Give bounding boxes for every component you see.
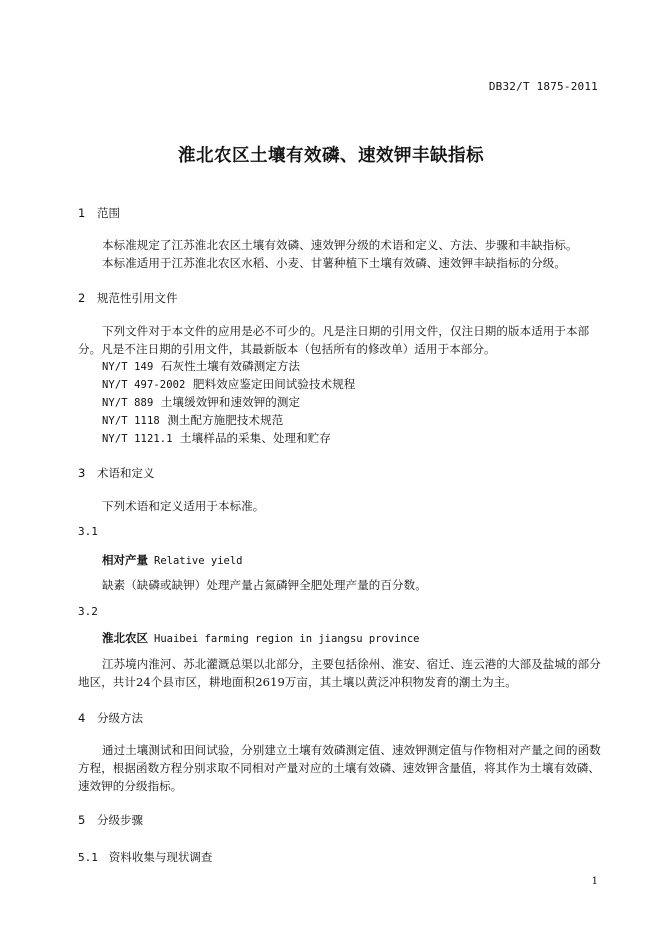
page-number: 1: [591, 876, 598, 887]
section-1-heading: [78, 205, 120, 221]
reference-name: 肥料效应鉴定田间试验技术规程: [193, 377, 356, 391]
section-title: 范围: [97, 206, 120, 220]
section-title: 术语和定义: [97, 466, 155, 480]
section-title: 规范性引用文件: [97, 291, 178, 305]
section-1-paragraph-1: 本标准规定了江苏淮北农区土壤有效磷、速效钾分级的术语和定义、方法、步骤和丰缺指标。: [102, 238, 578, 252]
subsection-title: 资料收集与现状调查: [108, 850, 213, 864]
section-number: 3: [78, 466, 86, 480]
section-title: 分级步骤: [97, 813, 143, 827]
term-definition: 缺素（缺磷或缺钾）处理产量占氮磷钾全肥处理产量的百分数。: [102, 578, 427, 592]
subsection-5-1-heading: [78, 849, 212, 865]
section-2-heading: [78, 290, 178, 306]
reference-name: 测土配方施肥技术规范: [167, 413, 284, 427]
section-number: 4: [78, 711, 86, 725]
reference-code: NY/T 149: [102, 361, 154, 373]
section-5-heading: [78, 812, 143, 828]
term-name-en: Huaibei farming region in jiangsu province: [154, 633, 420, 645]
reference-item: [102, 394, 300, 410]
section-title: 分级方法: [97, 711, 143, 725]
reference-item: [102, 412, 283, 428]
clause-number: 3.1: [78, 525, 98, 538]
section-3-intro: 下列术语和定义适用于本标准。: [102, 499, 265, 513]
section-4-paragraph: 通过土壤测试和田间试验，分别建立土壤有效磷测定值、速效钾测定值与作物相对产量之间的函数方程，根据函数方程分别求取不同相对产量对应的土壤有效磷、速效钾含量值，将其作为土壤有效磷、速效钾的分级指标。: [78, 743, 601, 793]
reference-code: NY/T 889: [102, 397, 154, 409]
section-number: 1: [78, 206, 86, 220]
reference-item: [102, 430, 331, 446]
document-code: DB32/T 1875-2011: [488, 80, 598, 93]
reference-name: 土壤缓效钾和速效钾的测定: [160, 395, 301, 409]
clause-number: 3.2: [78, 605, 98, 618]
term-heading: [102, 630, 420, 646]
reference-item: [102, 376, 355, 392]
subsection-number: 5.1: [78, 851, 98, 864]
section-2-intro: 下列文件对于本文件的应用是必不可少的。凡是注日期的引用文件，仅注日期的版本适用于本部分。凡是不注日期的引用文件，其最新版本（包括所有的修改单）适用于本部分。: [78, 324, 590, 356]
reference-item: [102, 358, 300, 374]
term-heading: [102, 552, 243, 568]
section-4-heading: [78, 710, 143, 726]
term-name-zh: 淮北农区: [102, 631, 148, 645]
section-1-paragraph-2: 本标准适用于江苏淮北农区水稻、小麦、甘薯种植下土壤有效磷、速效钾丰缺指标的分级。: [102, 256, 566, 270]
reference-name: 石灰性土壤有效磷测定方法: [160, 359, 301, 373]
section-number: 2: [78, 291, 86, 305]
reference-name: 土壤样品的采集、处理和贮存: [180, 431, 331, 445]
section-number: 5: [78, 813, 86, 827]
reference-code: NY/T 1118: [102, 415, 160, 427]
term-name-zh: 相对产量: [102, 553, 148, 567]
term-definition: 江苏境内淮河、苏北灌溉总渠以北部分，主要包括徐州、淮安、宿迁、连云港的大部及盐城的部分地区，共计24个县市区，耕地面积2619万亩，其土壤以黄泛冲积物发育的潮土为主。: [78, 657, 601, 689]
document-title: 淮北农区土壤有效磷、速效钾丰缺指标: [178, 146, 484, 166]
section-3-heading: [78, 465, 155, 481]
term-name-en: Relative yield: [154, 555, 243, 567]
reference-code: NY/T 497-2002: [102, 379, 186, 391]
reference-code: NY/T 1121.1: [102, 433, 173, 445]
